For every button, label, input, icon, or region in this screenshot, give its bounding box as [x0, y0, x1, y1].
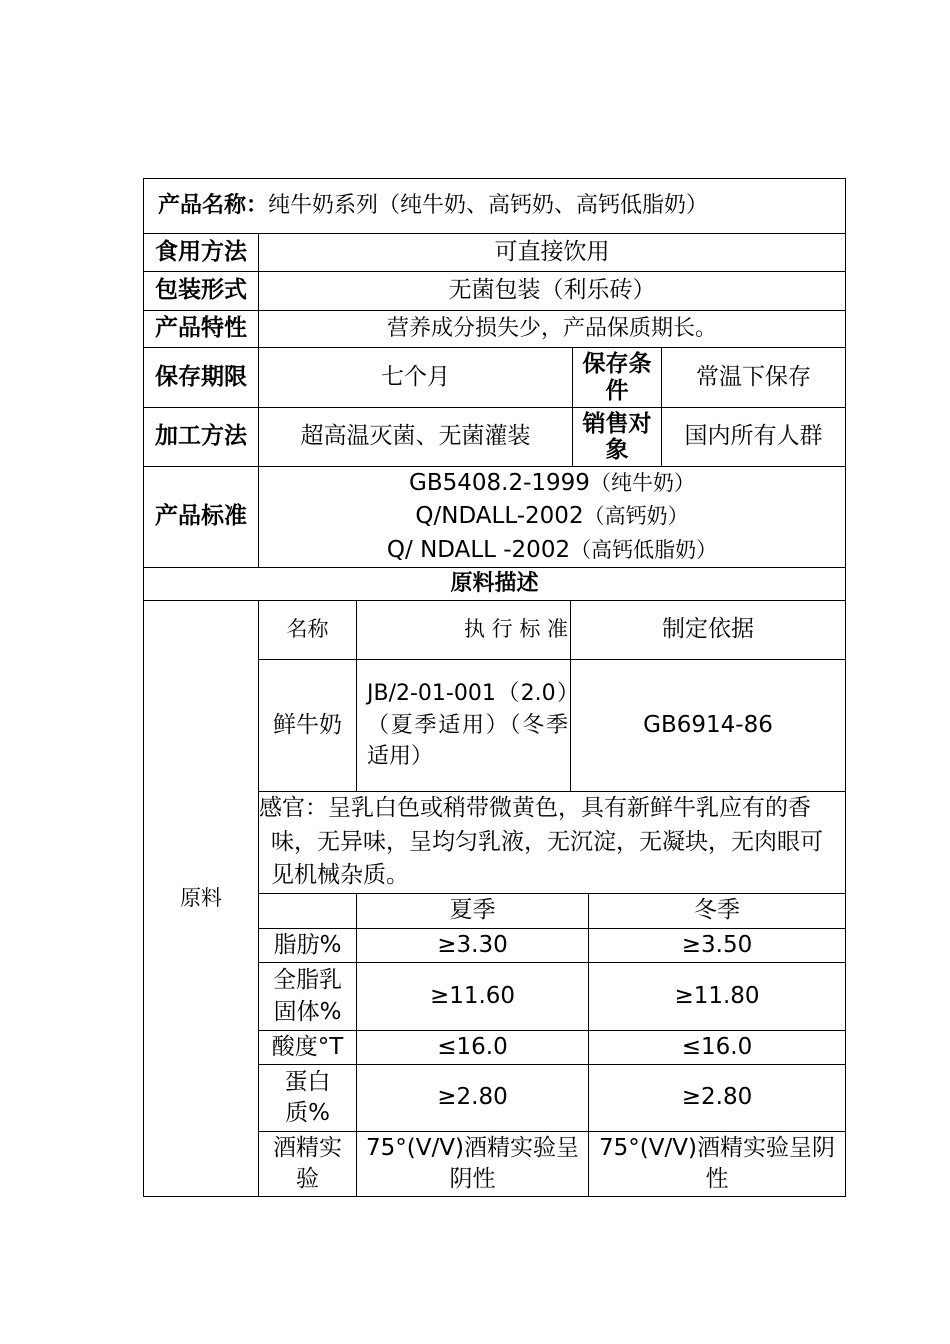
spec-name-solids: 全脂乳固体%: [273, 967, 342, 1025]
spec-winter-fat: ≥3.50: [681, 931, 753, 958]
materials-side-label: 原料: [180, 885, 222, 910]
spec-winter-alcohol: 75°(V/V)酒精实验呈阴性: [599, 1134, 835, 1192]
season-winter-header: 冬季: [694, 897, 740, 924]
spec-name-acidity: 酸度°T: [271, 1033, 344, 1060]
feature-value: 营养成分损失少，产品保质期长。: [386, 315, 717, 341]
packaging-value: 无菌包装（利乐砖）: [448, 277, 656, 304]
sales-target-value: 国内所有人群: [684, 423, 823, 450]
standard-line: [387, 534, 717, 567]
col-name-header: 名称: [286, 617, 329, 642]
spec-summer-fat: ≥3.30: [437, 931, 508, 958]
shelf-life-value: 七个月: [381, 363, 450, 390]
usage-label: 食用方法: [155, 238, 247, 265]
item-name: 鲜牛奶: [273, 711, 342, 738]
spec-winter-solids: ≥11.80: [674, 982, 760, 1009]
feature-label: 产品特性: [155, 315, 247, 342]
spec-winter-acidity: ≤16.0: [681, 1033, 753, 1060]
season-summer-header: 夏季: [449, 897, 496, 924]
item-basis: GB6914-86: [643, 711, 773, 738]
packaging-label: 包装形式: [155, 277, 247, 304]
spec-summer-acidity: ≤16.0: [437, 1033, 508, 1060]
standard-code: Q/ NDALL -2002: [386, 536, 571, 563]
item-exec-standard: JB/2-01-001（2.0）（夏季适用）（冬季适用）: [367, 680, 568, 770]
spec-summer-protein: ≥2.80: [437, 1084, 508, 1111]
standard-note: （纯牛奶）: [589, 470, 695, 495]
spec-summer-alcohol: 75°(V/V)酒精实验呈阴性: [366, 1134, 579, 1192]
storage-condition-value: 常温下保存: [696, 363, 811, 390]
standard-note: （高钙低脂奶）: [570, 537, 718, 562]
standard-code: GB5408.2-1999: [409, 469, 590, 496]
spec-winter-protein: ≥2.80: [681, 1084, 753, 1111]
standard-note: （高钙奶）: [583, 504, 689, 529]
sensory-description: 感官：呈乳白色或稍带微黄色，具有新鲜牛乳应有的香味，无异味，呈均匀乳液，无沉淀，无凝块，无肉眼可见机械杂质。: [259, 795, 823, 889]
spec-summer-solids: ≥11.60: [429, 982, 516, 1009]
product-name-label: 产品名称：: [158, 192, 269, 218]
col-exec-standard-header: 执 行 标 准: [463, 617, 568, 642]
product-name-row: [158, 179, 844, 233]
spec-name-protein: 蛋白质%: [284, 1068, 331, 1126]
col-basis-header: 制定依据: [662, 616, 754, 643]
standard-values: [259, 467, 845, 567]
shelf-life-label: 保存期限: [155, 363, 247, 390]
usage-value: 可直接饮用: [494, 238, 610, 265]
standard-line: [415, 500, 688, 533]
standard-line: [409, 467, 695, 500]
processing-value: 超高温灭菌、无菌灌装: [300, 423, 531, 450]
standard-label: 产品标准: [155, 503, 247, 530]
processing-label: 加工方法: [155, 423, 247, 450]
spec-name-alcohol: 酒精实验: [273, 1134, 342, 1192]
storage-condition-label: 保存条件: [582, 351, 652, 404]
standard-code: Q/NDALL-2002: [415, 503, 584, 530]
product-name-value: 纯牛奶系列（纯牛奶、高钙奶、高钙低脂奶）: [268, 192, 709, 218]
sales-target-label: 销售对象: [582, 410, 652, 463]
materials-section-title: 原料描述: [450, 570, 539, 596]
spec-name-fat: 脂肪%: [273, 931, 342, 958]
